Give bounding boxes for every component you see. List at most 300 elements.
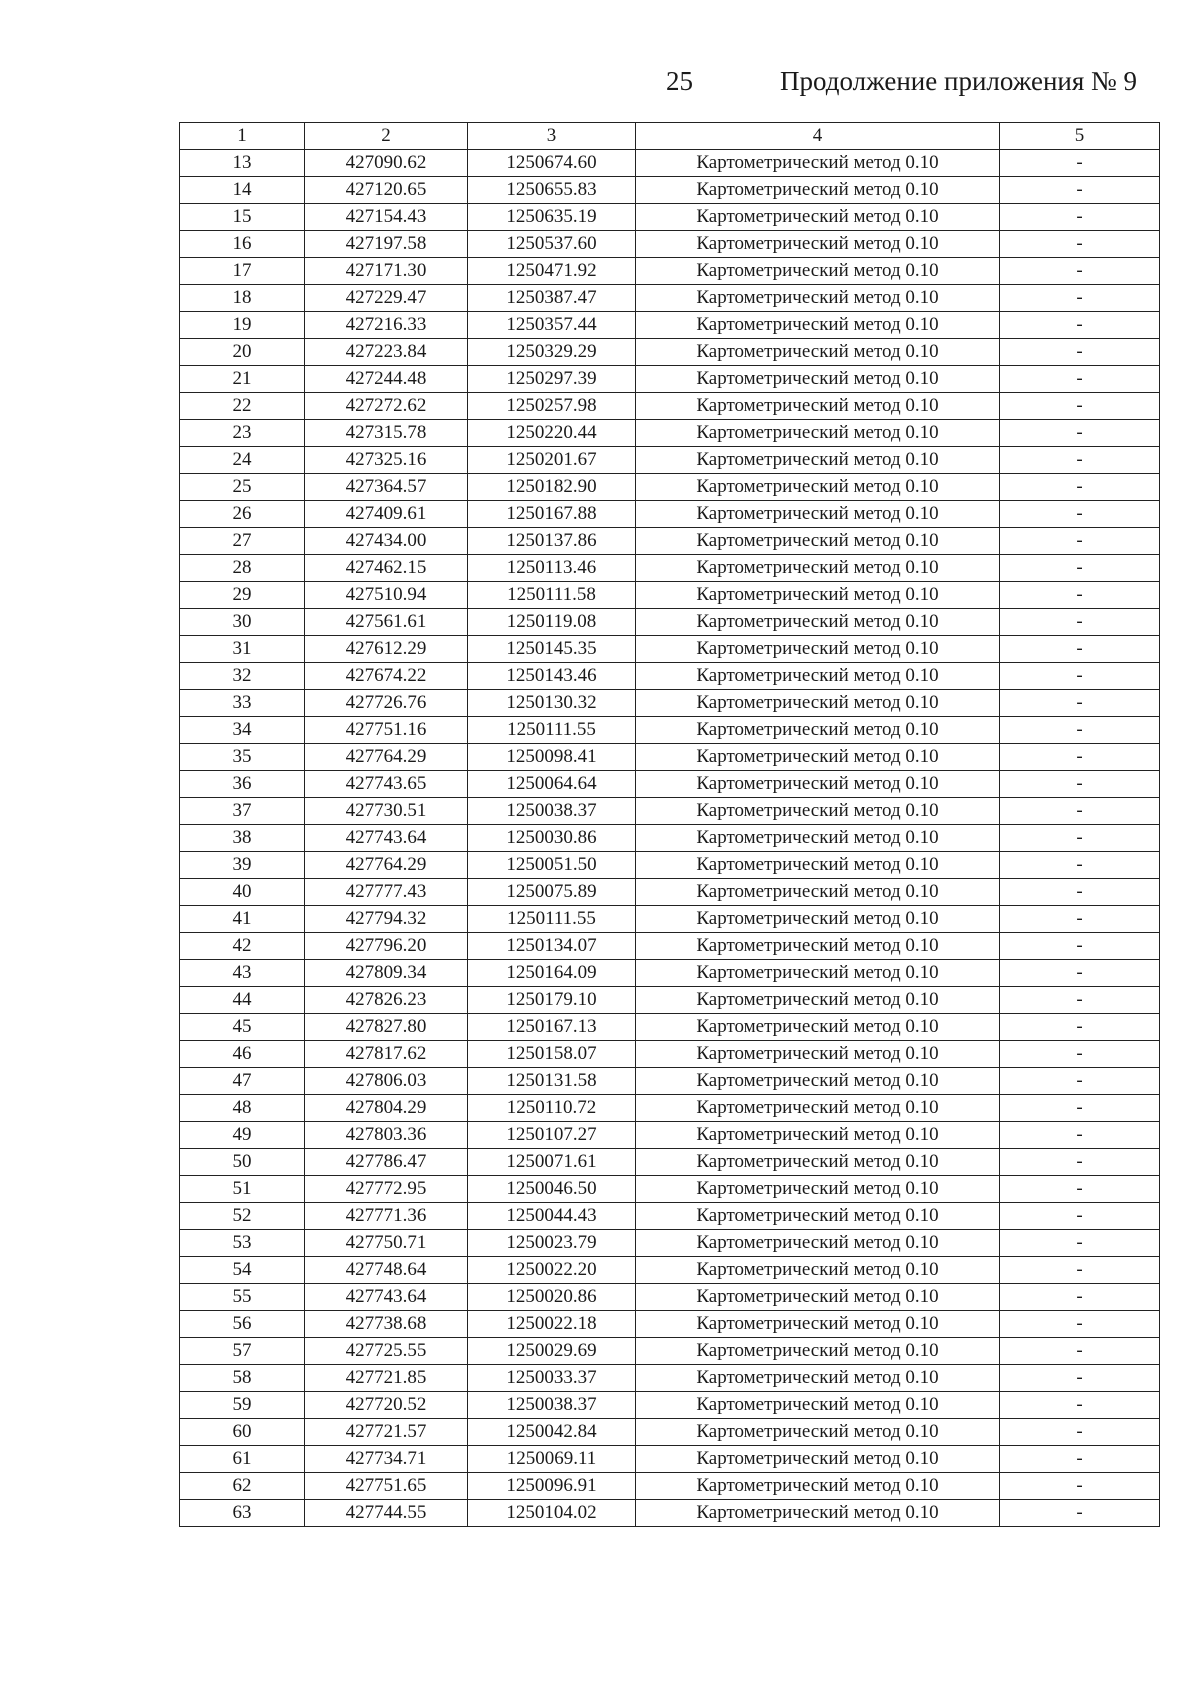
method-cell: Картометрический метод 0.10	[636, 1149, 1000, 1176]
note-cell: -	[1000, 852, 1160, 879]
method-cell: Картометрический метод 0.10	[636, 744, 1000, 771]
y-coordinate-cell: 1250179.10	[468, 987, 636, 1014]
note-cell: -	[1000, 204, 1160, 231]
note-cell: -	[1000, 393, 1160, 420]
table-row	[180, 285, 1160, 312]
method-cell: Картометрический метод 0.10	[636, 1473, 1000, 1500]
point-number-cell: 42	[180, 933, 305, 960]
x-coordinate-cell: 427315.78	[305, 420, 468, 447]
point-number-cell: 14	[180, 177, 305, 204]
x-coordinate-cell: 427409.61	[305, 501, 468, 528]
table-row	[180, 1068, 1160, 1095]
note-cell: -	[1000, 1203, 1160, 1230]
x-coordinate-cell: 427325.16	[305, 447, 468, 474]
table-row	[180, 825, 1160, 852]
x-coordinate-cell: 427777.43	[305, 879, 468, 906]
method-cell: Картометрический метод 0.10	[636, 1365, 1000, 1392]
y-coordinate-cell: 1250674.60	[468, 150, 636, 177]
method-cell: Картометрический метод 0.10	[636, 285, 1000, 312]
point-number-cell: 26	[180, 501, 305, 528]
method-cell: Картометрический метод 0.10	[636, 555, 1000, 582]
x-coordinate-cell: 427216.33	[305, 312, 468, 339]
method-cell: Картометрический метод 0.10	[636, 987, 1000, 1014]
note-cell: -	[1000, 879, 1160, 906]
point-number-cell: 59	[180, 1392, 305, 1419]
point-number-cell: 46	[180, 1041, 305, 1068]
note-cell: -	[1000, 447, 1160, 474]
y-coordinate-cell: 1250182.90	[468, 474, 636, 501]
point-number-cell: 21	[180, 366, 305, 393]
y-coordinate-cell: 1250111.58	[468, 582, 636, 609]
y-coordinate-cell: 1250030.86	[468, 825, 636, 852]
table-row	[180, 339, 1160, 366]
x-coordinate-cell: 427750.71	[305, 1230, 468, 1257]
x-coordinate-cell: 427806.03	[305, 1068, 468, 1095]
point-number-cell: 17	[180, 258, 305, 285]
x-coordinate-cell: 427272.62	[305, 393, 468, 420]
method-cell: Картометрический метод 0.10	[636, 528, 1000, 555]
table-row	[180, 1095, 1160, 1122]
note-cell: -	[1000, 906, 1160, 933]
y-coordinate-cell: 1250257.98	[468, 393, 636, 420]
note-cell: -	[1000, 1446, 1160, 1473]
y-coordinate-cell: 1250131.58	[468, 1068, 636, 1095]
table-row	[180, 744, 1160, 771]
method-cell: Картометрический метод 0.10	[636, 582, 1000, 609]
y-coordinate-cell: 1250357.44	[468, 312, 636, 339]
method-cell: Картометрический метод 0.10	[636, 1068, 1000, 1095]
table-row	[180, 1311, 1160, 1338]
table-row	[180, 1365, 1160, 1392]
y-coordinate-cell: 1250113.46	[468, 555, 636, 582]
y-coordinate-cell: 1250387.47	[468, 285, 636, 312]
method-cell: Картометрический метод 0.10	[636, 366, 1000, 393]
y-coordinate-cell: 1250033.37	[468, 1365, 636, 1392]
table-row	[180, 474, 1160, 501]
point-number-cell: 20	[180, 339, 305, 366]
y-coordinate-cell: 1250130.32	[468, 690, 636, 717]
table-row	[180, 1203, 1160, 1230]
point-number-cell: 54	[180, 1257, 305, 1284]
method-cell: Картометрический метод 0.10	[636, 1500, 1000, 1527]
note-cell: -	[1000, 1257, 1160, 1284]
note-cell: -	[1000, 717, 1160, 744]
y-coordinate-cell: 1250167.13	[468, 1014, 636, 1041]
y-coordinate-cell: 1250044.43	[468, 1203, 636, 1230]
y-coordinate-cell: 1250075.89	[468, 879, 636, 906]
table-row	[180, 1473, 1160, 1500]
table-body	[180, 150, 1160, 1527]
method-cell: Картометрический метод 0.10	[636, 1392, 1000, 1419]
method-cell: Картометрический метод 0.10	[636, 1311, 1000, 1338]
table-row	[180, 582, 1160, 609]
method-cell: Картометрический метод 0.10	[636, 636, 1000, 663]
table-row	[180, 447, 1160, 474]
x-coordinate-cell: 427771.36	[305, 1203, 468, 1230]
table-row	[180, 1257, 1160, 1284]
x-coordinate-cell: 427364.57	[305, 474, 468, 501]
point-number-cell: 58	[180, 1365, 305, 1392]
x-coordinate-cell: 427171.30	[305, 258, 468, 285]
method-cell: Картометрический метод 0.10	[636, 150, 1000, 177]
table-row	[180, 1392, 1160, 1419]
table-row	[180, 987, 1160, 1014]
note-cell: -	[1000, 1068, 1160, 1095]
table-row	[180, 663, 1160, 690]
table-row	[180, 771, 1160, 798]
table-row	[180, 636, 1160, 663]
y-coordinate-cell: 1250635.19	[468, 204, 636, 231]
table-row	[180, 609, 1160, 636]
note-cell: -	[1000, 771, 1160, 798]
point-number-cell: 57	[180, 1338, 305, 1365]
x-coordinate-cell: 427721.85	[305, 1365, 468, 1392]
point-number-cell: 28	[180, 555, 305, 582]
x-coordinate-cell: 427803.36	[305, 1122, 468, 1149]
x-coordinate-cell: 427751.65	[305, 1473, 468, 1500]
note-cell: -	[1000, 555, 1160, 582]
note-cell: -	[1000, 690, 1160, 717]
point-number-cell: 33	[180, 690, 305, 717]
note-cell: -	[1000, 1041, 1160, 1068]
y-coordinate-cell: 1250220.44	[468, 420, 636, 447]
column-header: 3	[468, 123, 636, 150]
point-number-cell: 16	[180, 231, 305, 258]
table-row	[180, 1041, 1160, 1068]
point-number-cell: 62	[180, 1473, 305, 1500]
page-header-title: Продолжение приложения № 9	[780, 66, 1138, 96]
coordinates-table	[179, 122, 1160, 1527]
point-number-cell: 15	[180, 204, 305, 231]
method-cell: Картометрический метод 0.10	[636, 420, 1000, 447]
method-cell: Картометрический метод 0.10	[636, 231, 1000, 258]
note-cell: -	[1000, 1176, 1160, 1203]
point-number-cell: 27	[180, 528, 305, 555]
y-coordinate-cell: 1250104.02	[468, 1500, 636, 1527]
table-row	[180, 420, 1160, 447]
method-cell: Картометрический метод 0.10	[636, 501, 1000, 528]
table-row	[180, 555, 1160, 582]
x-coordinate-cell: 427434.00	[305, 528, 468, 555]
note-cell: -	[1000, 798, 1160, 825]
table-row	[180, 1176, 1160, 1203]
x-coordinate-cell: 427804.29	[305, 1095, 468, 1122]
table-row	[180, 1500, 1160, 1527]
x-coordinate-cell: 427154.43	[305, 204, 468, 231]
method-cell: Картометрический метод 0.10	[636, 339, 1000, 366]
point-number-cell: 50	[180, 1149, 305, 1176]
x-coordinate-cell: 427748.64	[305, 1257, 468, 1284]
x-coordinate-cell: 427730.51	[305, 798, 468, 825]
x-coordinate-cell: 427462.15	[305, 555, 468, 582]
point-number-cell: 63	[180, 1500, 305, 1527]
table-row	[180, 1149, 1160, 1176]
point-number-cell: 60	[180, 1419, 305, 1446]
x-coordinate-cell: 427510.94	[305, 582, 468, 609]
x-coordinate-cell: 427826.23	[305, 987, 468, 1014]
table-row	[180, 501, 1160, 528]
point-number-cell: 25	[180, 474, 305, 501]
point-number-cell: 19	[180, 312, 305, 339]
note-cell: -	[1000, 1149, 1160, 1176]
x-coordinate-cell: 427612.29	[305, 636, 468, 663]
note-cell: -	[1000, 285, 1160, 312]
method-cell: Картометрический метод 0.10	[636, 474, 1000, 501]
method-cell: Картометрический метод 0.10	[636, 312, 1000, 339]
note-cell: -	[1000, 1365, 1160, 1392]
note-cell: -	[1000, 1284, 1160, 1311]
table-row	[180, 528, 1160, 555]
note-cell: -	[1000, 1473, 1160, 1500]
method-cell: Картометрический метод 0.10	[636, 609, 1000, 636]
table-row	[180, 393, 1160, 420]
x-coordinate-cell: 427725.55	[305, 1338, 468, 1365]
x-coordinate-cell: 427764.29	[305, 744, 468, 771]
y-coordinate-cell: 1250038.37	[468, 1392, 636, 1419]
method-cell: Картометрический метод 0.10	[636, 1338, 1000, 1365]
point-number-cell: 41	[180, 906, 305, 933]
table-row	[180, 1419, 1160, 1446]
method-cell: Картометрический метод 0.10	[636, 393, 1000, 420]
y-coordinate-cell: 1250098.41	[468, 744, 636, 771]
column-header: 1	[180, 123, 305, 150]
table-row	[180, 1014, 1160, 1041]
note-cell: -	[1000, 1338, 1160, 1365]
note-cell: -	[1000, 1500, 1160, 1527]
note-cell: -	[1000, 1419, 1160, 1446]
method-cell: Картометрический метод 0.10	[636, 1203, 1000, 1230]
method-cell: Картометрический метод 0.10	[636, 663, 1000, 690]
x-coordinate-cell: 427796.20	[305, 933, 468, 960]
y-coordinate-cell: 1250655.83	[468, 177, 636, 204]
point-number-cell: 45	[180, 1014, 305, 1041]
x-coordinate-cell: 427794.32	[305, 906, 468, 933]
point-number-cell: 40	[180, 879, 305, 906]
y-coordinate-cell: 1250022.20	[468, 1257, 636, 1284]
method-cell: Картометрический метод 0.10	[636, 1446, 1000, 1473]
x-coordinate-cell: 427751.16	[305, 717, 468, 744]
method-cell: Картометрический метод 0.10	[636, 1284, 1000, 1311]
table-row	[180, 1122, 1160, 1149]
x-coordinate-cell: 427738.68	[305, 1311, 468, 1338]
method-cell: Картометрический метод 0.10	[636, 1014, 1000, 1041]
y-coordinate-cell: 1250164.09	[468, 960, 636, 987]
column-header: 4	[636, 123, 1000, 150]
point-number-cell: 49	[180, 1122, 305, 1149]
table-row	[180, 852, 1160, 879]
note-cell: -	[1000, 528, 1160, 555]
point-number-cell: 24	[180, 447, 305, 474]
y-coordinate-cell: 1250046.50	[468, 1176, 636, 1203]
table-row	[180, 150, 1160, 177]
x-coordinate-cell: 427120.65	[305, 177, 468, 204]
y-coordinate-cell: 1250096.91	[468, 1473, 636, 1500]
table-row	[180, 1446, 1160, 1473]
method-cell: Картометрический метод 0.10	[636, 1176, 1000, 1203]
x-coordinate-cell: 427743.65	[305, 771, 468, 798]
note-cell: -	[1000, 1014, 1160, 1041]
note-cell: -	[1000, 582, 1160, 609]
point-number-cell: 37	[180, 798, 305, 825]
y-coordinate-cell: 1250329.29	[468, 339, 636, 366]
y-coordinate-cell: 1250471.92	[468, 258, 636, 285]
x-coordinate-cell: 427772.95	[305, 1176, 468, 1203]
y-coordinate-cell: 1250064.64	[468, 771, 636, 798]
point-number-cell: 13	[180, 150, 305, 177]
note-cell: -	[1000, 420, 1160, 447]
table-row	[180, 366, 1160, 393]
y-coordinate-cell: 1250069.11	[468, 1446, 636, 1473]
y-coordinate-cell: 1250167.88	[468, 501, 636, 528]
y-coordinate-cell: 1250537.60	[468, 231, 636, 258]
point-number-cell: 43	[180, 960, 305, 987]
point-number-cell: 29	[180, 582, 305, 609]
table-header	[180, 123, 1160, 150]
method-cell: Картометрический метод 0.10	[636, 717, 1000, 744]
table-row	[180, 798, 1160, 825]
table-row	[180, 1338, 1160, 1365]
note-cell: -	[1000, 150, 1160, 177]
note-cell: -	[1000, 258, 1160, 285]
y-coordinate-cell: 1250145.35	[468, 636, 636, 663]
point-number-cell: 38	[180, 825, 305, 852]
point-number-cell: 36	[180, 771, 305, 798]
table-row	[180, 690, 1160, 717]
method-cell: Картометрический метод 0.10	[636, 1419, 1000, 1446]
note-cell: -	[1000, 744, 1160, 771]
method-cell: Картометрический метод 0.10	[636, 879, 1000, 906]
point-number-cell: 55	[180, 1284, 305, 1311]
method-cell: Картометрический метод 0.10	[636, 177, 1000, 204]
note-cell: -	[1000, 1095, 1160, 1122]
note-cell: -	[1000, 636, 1160, 663]
y-coordinate-cell: 1250071.61	[468, 1149, 636, 1176]
note-cell: -	[1000, 474, 1160, 501]
point-number-cell: 56	[180, 1311, 305, 1338]
note-cell: -	[1000, 1230, 1160, 1257]
point-number-cell: 48	[180, 1095, 305, 1122]
y-coordinate-cell: 1250023.79	[468, 1230, 636, 1257]
method-cell: Картометрический метод 0.10	[636, 258, 1000, 285]
x-coordinate-cell: 427229.47	[305, 285, 468, 312]
table-row	[180, 1284, 1160, 1311]
y-coordinate-cell: 1250134.07	[468, 933, 636, 960]
y-coordinate-cell: 1250038.37	[468, 798, 636, 825]
y-coordinate-cell: 1250111.55	[468, 717, 636, 744]
point-number-cell: 32	[180, 663, 305, 690]
note-cell: -	[1000, 339, 1160, 366]
note-cell: -	[1000, 1122, 1160, 1149]
y-coordinate-cell: 1250107.27	[468, 1122, 636, 1149]
note-cell: -	[1000, 231, 1160, 258]
point-number-cell: 18	[180, 285, 305, 312]
note-cell: -	[1000, 1311, 1160, 1338]
table-row	[180, 933, 1160, 960]
x-coordinate-cell: 427786.47	[305, 1149, 468, 1176]
note-cell: -	[1000, 825, 1160, 852]
point-number-cell: 61	[180, 1446, 305, 1473]
point-number-cell: 22	[180, 393, 305, 420]
y-coordinate-cell: 1250119.08	[468, 609, 636, 636]
point-number-cell: 52	[180, 1203, 305, 1230]
point-number-cell: 34	[180, 717, 305, 744]
note-cell: -	[1000, 933, 1160, 960]
method-cell: Картометрический метод 0.10	[636, 1041, 1000, 1068]
x-coordinate-cell: 427720.52	[305, 1392, 468, 1419]
table-row	[180, 258, 1160, 285]
x-coordinate-cell: 427809.34	[305, 960, 468, 987]
x-coordinate-cell: 427726.76	[305, 690, 468, 717]
table-row	[180, 1230, 1160, 1257]
method-cell: Картометрический метод 0.10	[636, 1257, 1000, 1284]
method-cell: Картометрический метод 0.10	[636, 852, 1000, 879]
x-coordinate-cell: 427561.61	[305, 609, 468, 636]
method-cell: Картометрический метод 0.10	[636, 798, 1000, 825]
note-cell: -	[1000, 366, 1160, 393]
table-header-row	[180, 123, 1160, 150]
y-coordinate-cell: 1250110.72	[468, 1095, 636, 1122]
method-cell: Картометрический метод 0.10	[636, 1095, 1000, 1122]
point-number-cell: 30	[180, 609, 305, 636]
method-cell: Картометрический метод 0.10	[636, 771, 1000, 798]
note-cell: -	[1000, 987, 1160, 1014]
y-coordinate-cell: 1250020.86	[468, 1284, 636, 1311]
method-cell: Картометрический метод 0.10	[636, 933, 1000, 960]
note-cell: -	[1000, 663, 1160, 690]
table-row	[180, 906, 1160, 933]
y-coordinate-cell: 1250022.18	[468, 1311, 636, 1338]
method-cell: Картометрический метод 0.10	[636, 1122, 1000, 1149]
point-number-cell: 44	[180, 987, 305, 1014]
table-row	[180, 177, 1160, 204]
y-coordinate-cell: 1250111.55	[468, 906, 636, 933]
x-coordinate-cell: 427197.58	[305, 231, 468, 258]
table-row	[180, 204, 1160, 231]
y-coordinate-cell: 1250297.39	[468, 366, 636, 393]
method-cell: Картометрический метод 0.10	[636, 825, 1000, 852]
note-cell: -	[1000, 609, 1160, 636]
table-row	[180, 231, 1160, 258]
point-number-cell: 39	[180, 852, 305, 879]
table-row	[180, 312, 1160, 339]
x-coordinate-cell: 427090.62	[305, 150, 468, 177]
y-coordinate-cell: 1250143.46	[468, 663, 636, 690]
column-header: 2	[305, 123, 468, 150]
y-coordinate-cell: 1250137.86	[468, 528, 636, 555]
point-number-cell: 23	[180, 420, 305, 447]
x-coordinate-cell: 427244.48	[305, 366, 468, 393]
page-number: 25	[666, 66, 693, 96]
table-row	[180, 717, 1160, 744]
point-number-cell: 31	[180, 636, 305, 663]
y-coordinate-cell: 1250201.67	[468, 447, 636, 474]
x-coordinate-cell: 427743.64	[305, 1284, 468, 1311]
note-cell: -	[1000, 1392, 1160, 1419]
point-number-cell: 51	[180, 1176, 305, 1203]
x-coordinate-cell: 427764.29	[305, 852, 468, 879]
note-cell: -	[1000, 501, 1160, 528]
point-number-cell: 47	[180, 1068, 305, 1095]
point-number-cell: 53	[180, 1230, 305, 1257]
y-coordinate-cell: 1250051.50	[468, 852, 636, 879]
method-cell: Картометрический метод 0.10	[636, 960, 1000, 987]
method-cell: Картометрический метод 0.10	[636, 690, 1000, 717]
y-coordinate-cell: 1250158.07	[468, 1041, 636, 1068]
method-cell: Картометрический метод 0.10	[636, 906, 1000, 933]
x-coordinate-cell: 427721.57	[305, 1419, 468, 1446]
method-cell: Картометрический метод 0.10	[636, 204, 1000, 231]
method-cell: Картометрический метод 0.10	[636, 1230, 1000, 1257]
